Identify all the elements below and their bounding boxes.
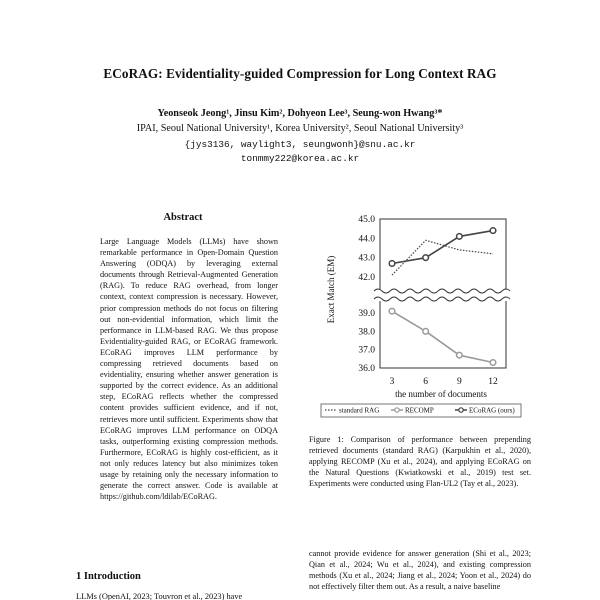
legend-marker-1 [395,408,399,412]
x-tick-label: 9 [456,377,462,387]
abstract-body: Large Language Models (LLMs) have shown remarkable performance in Open-Domain Question Answering (ODQA) by leveraging external documents through Retrieval-Augmented Generation (RAG). To reduce RAG overhead, from longer context, context compression is necessary. However, prior compression methods do not focus on filtering out non-evidential information, which limit the performance in LLM-based RAG. We thus propose Evidentiality-guided RAG, or ECoRAG framework. ECoRAG improves LLM performance by compressing retrieved documents based on evidentiality, ensuring whether answer generation is supported by the correct evidence. As an additional step, ECoRAG reflects whether the compressed content provides sufficient evidence, and if not, retrieves more until sufficient. Experiments show that ECoRAG improves LLM performance on ODQA tasks, outperforming existing compression methods. Furthermore, ECoRAG is highly cost-efficient, as it not only reduces latency but also minimizes token usage by retaining only the necessary information to generate the correct answer. Code is available at https://github.com/ldilab/ECoRAG. [100,237,278,502]
x-tick-label: 12 [488,377,498,387]
section-heading-introduction: 1 Introduction [76,571,141,582]
legend-label-2: ECoRAG (ours) [469,406,515,415]
y-tick-label: 36.0 [358,364,375,374]
data-point [423,329,429,335]
y-tick-label: 39.0 [358,309,375,319]
y-tick-label: 45.0 [358,215,375,225]
y-axis-label: Exact Match (EM) [326,255,336,324]
y-tick-label: 37.0 [358,345,375,356]
series-line-2 [392,231,493,264]
figure-1-chart [309,205,531,427]
y-tick-label: 44.0 [358,234,375,245]
x-tick-label: 3 [389,377,395,387]
x-tick-label: 6 [423,377,429,387]
x-axis-label: the number of documents [395,389,487,399]
data-point [457,352,463,358]
paper-affiliations: IPAI, Seoul National University¹, Korea University², Seoul National University³ [136,123,464,134]
figure-caption: Figure 1: Comparison of performance between prepending retrieved documents (standard RAG) (Karpukhin et al., 2020), applying RECOMP (Xu et al., 2024), and applying ECoRAG on the Natural Questions (Kwiatkowski et al., 2019) test set. Experiments were conducted using Flan-UL2 (Tay et al., 2023). [309,435,531,489]
data-point [389,308,395,314]
y-tick-label: 38.0 [358,327,375,338]
data-point [389,261,395,267]
data-point [490,228,496,234]
introduction-text: LLMs (OpenAI, 2023; Touvron et al., 2023) have [76,592,243,600]
axis-break-band [374,289,512,301]
paper-authors: Yeonseok Jeong¹, Jinsu Kim², Dohyeon Lee³, Seung-won Hwang³* [157,108,443,119]
series-line-1 [392,311,493,362]
legend-label-0: standard RAG [339,406,380,415]
paper-title: ECoRAG: Evidentiality-guided Compression for Long Context RAG [103,66,497,81]
data-point [423,255,429,261]
y-tick-label: 43.0 [358,253,375,264]
series-line-0 [392,240,493,275]
abstract-heading: Abstract [163,212,203,223]
data-point [457,234,463,240]
legend-label-1: RECOMP [405,406,434,415]
author-emails: {jys3136, waylight3, seungwonh}@snu.ac.kr [184,139,416,150]
data-point [490,360,496,366]
author-email-secondary: tonmmy222@korea.ac.kr [240,153,360,164]
body-text-right-column: cannot provide evidence for answer generation (Shi et al., 2023; Qian et al., 2024; Wu et al., 2024), and existing compression methods (Xu et al., 2024; Jiang et al., 2024; Yoon et al., 2024) do not effectively filter them out. As a result, a naive baseline [309,549,531,592]
y-tick-label: 42.0 [358,273,375,283]
legend-marker-2 [459,408,463,412]
